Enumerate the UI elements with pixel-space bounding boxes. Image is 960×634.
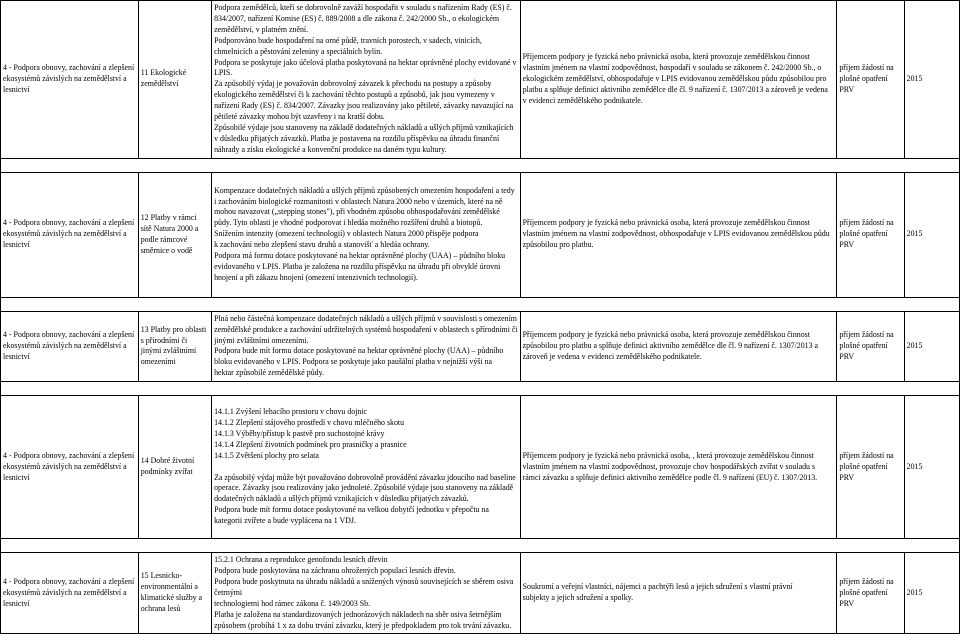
program-cell: 4 - Podpora obnovy, zachování a zlepšení ekosystémů závislých na zemědělství a lesnictví: [1, 396, 139, 539]
beneficiary-line: platbu a splňuje definici aktivního zemědělce dle čl. 9 nařízení č. 1307/2013 a zároveň je vedena: [522, 84, 828, 94]
description-line: zemědělství, v platném znění.: [214, 24, 309, 34]
description-line: způsobem (probíhá 1 x za dobu trvání závazku, který je předpokladem pro tok trvání závazku.: [214, 620, 512, 630]
beneficiary-line: subjekty a jejich sdružení a spolky.: [522, 593, 634, 603]
beneficiary-cell: [520, 1, 837, 159]
description-line: Kompenzace dodatečných nákladů a ušlých příjmů způsobených omezením hospodaření a tedy: [214, 185, 515, 195]
description-line: Podporováno bude hospodaření na orné půdě, travních porostech, v sadech, vinicích,: [214, 35, 482, 45]
description-line: hektar způsobilé zemědělské půdy.: [214, 368, 324, 378]
description-line: 14.1.3 Výběhy/přístup k pastvě pro suchostojné krávy: [214, 428, 385, 438]
form-cell: příjem žádostí na plošné opatření PRV: [837, 1, 904, 159]
description-line: zemědělské produkce a zachování udržitelných systémů hospodaření v oblastech s přírodními či: [214, 324, 518, 334]
form-cell: příjem žádostí na plošné opatření PRV: [837, 396, 904, 539]
beneficiary-line: Příjemcem podpory je fyzická nebo právnická osoba, která provozuje zemědělskou činnost: [522, 218, 810, 228]
description-line: v důsledku přijatých závazků. Platba je postavena na rozdílu příspěvku na úhradu finanční: [214, 133, 500, 143]
program-cell: 4 - Podpora obnovy, zachování a zlepšení ekosystémů závislých na zemědělství a lesnictví: [1, 311, 139, 381]
description-line: [214, 462, 518, 473]
measure-cell: 15 Lesnicko-environmentální a klimatické služby a ochrana lesů: [138, 553, 211, 634]
beneficiary-cell: [520, 553, 837, 634]
description-line: Snížením intenzity (omezení technologií) v oblastech Natura 2000 přispěje podpora: [214, 229, 479, 239]
description-line: pětileté závazky mohou být uzavřeny i na kratší dobu.: [214, 112, 385, 122]
beneficiary-line: Soukromí a veřejní vlastníci, nájemci a pachtýři lesů a jejich sdružení s vlastní právní: [522, 582, 793, 592]
description-line: chmelnicích a pěstování zeleniny a speciálních bylin.: [214, 46, 383, 56]
description-line: 14.1.4 Zlepšení životních podmínek pro prasničky a prasnice: [214, 439, 407, 449]
description-line: Za způsobilý výdaj je považován dobrovolný závazek k přechodu na postupy a způsoby: [214, 79, 492, 89]
description-line: jinými zvláštními omezeními.: [214, 335, 309, 345]
description-line: 14.1.2 Zlepšení stájového prostředí v chovu mléčného skotu: [214, 418, 405, 428]
table-row: [1, 553, 960, 634]
description-line: dodatečných nákladů a ušlých příjmů vznikajících v důsledku přijatých závazků.: [214, 494, 469, 504]
year-cell: 2015: [904, 396, 959, 539]
description-line: LPIS.: [214, 68, 233, 78]
description-line: operace. Závazky jsou realizovány jako jednoleté. Způsobilé výdaje jsou stanoveny na základě: [214, 483, 514, 493]
form-cell: příjem žádostí na plošné opatření PRV: [837, 172, 904, 297]
beneficiary-line: vlastním jménem na vlastní zodpovědnost, provozuje chov hospodářských zvířat v souladu s: [522, 461, 816, 471]
description-line: i zachováním biologické rozmanitosti v oblastech Natura 2000 nebo v územích, které na ně: [214, 196, 503, 206]
description-line: Podpora zemědělců, kteří se dobrovolně zaváží hospodařit v souladu s nařízením Rady (ES) č.: [214, 3, 512, 12]
description-line: Podpora má formu dotace poskytované na hektar oprávněné plochy (UAA) – půdního bloku: [214, 251, 506, 261]
beneficiary-line: Příjemcem podpory je fyzická nebo právnická osoba, , která provozuje zemědělskou činnost: [522, 450, 814, 460]
year-cell: 2015: [904, 553, 959, 634]
description-line: kategorii zvířete a bude vyplácena na 1 VDJ.: [214, 516, 356, 526]
description-line: Plná nebo částečná kompenzace dodatečných nákladů a ušlých příjmů v souvislosti s omezením: [214, 313, 517, 323]
form-cell: příjem žádostí na plošné opatření PRV: [837, 311, 904, 381]
description-line: hnojení a při zákazu hnojení (omezení intenzivních technologií).: [214, 272, 418, 282]
table-row: [1, 396, 960, 539]
description-line: mohou navazovat („stepping stones"), při vhodném způsobu obhospodařování zemědělské: [214, 207, 500, 217]
description-line: půdy. Tyto oblasti je vhodné podporovat i hledáa možného rozšíření druhů a biotopů.: [214, 218, 483, 228]
year-cell: 2015: [904, 1, 959, 159]
description-cell: [212, 311, 521, 381]
description-cell: [212, 172, 521, 297]
description-line: Způsobilé výdaje jsou stanoveny na základě dodatečných nákladů a ušlých příjmů vznikajících: [214, 122, 514, 132]
measure-cell: 11 Ekologické zemědělství: [138, 1, 211, 159]
description-line: 834/2007, nařízení Komise (ES) č. 889/2008 a dle zákona č. 242/2000 Sb., o ekologickém: [214, 13, 499, 23]
description-line: Podpora bude mít formu dotace poskytované na velkou dobytčí jednotku v přepočtu na: [214, 505, 489, 515]
beneficiary-cell: [520, 172, 837, 297]
beneficiary-line: Příjemcem podpory je fyzická nebo právnická osoba, která provozuje zemědělskou činnost: [522, 330, 810, 340]
measure-cell: 13 Platby pro oblasti s přírodními či jinými zvláštními omezeními: [138, 311, 211, 381]
description-line: Podpora se poskytuje jako účelová platba poskytovaná na hektar oprávněné plochy evidované v: [214, 57, 517, 67]
description-line: evidovaného v LPIS. Platba je založena na rozdílu příspěvku na úhradu při obvyklé úrovni: [214, 261, 501, 271]
description-line: 14.1.5 Zvětšení plochy pro selata: [214, 450, 319, 460]
description-line: Podpora bude poskytnuta na úhradu nákladů a snížených výnosů souvisejících se sběrem osiva četrnými: [214, 576, 514, 597]
description-line: Podpora bude poskytována na záchranu ohrožených populací lesních dřevin.: [214, 566, 456, 576]
beneficiary-cell: [520, 396, 837, 539]
program-cell: 4 - Podpora obnovy, zachování a zlepšení ekosystémů závislých na zemědělství a lesnictví: [1, 172, 139, 297]
year-cell: 2015: [904, 172, 959, 297]
program-cell: 4 - Podpora obnovy, zachování a zlepšení ekosystémů závislých na zemědělství a lesnictví: [1, 553, 139, 634]
description-cell: [212, 553, 521, 634]
description-line: ekologického zemědělství či k zachování těchto postupů a způsobů, jak jsou vymezeny v: [214, 90, 495, 100]
description-line: Za způsobilý výdaj může být považováno dobrovolně provádění závazku jdoucího nad baseline: [214, 472, 516, 482]
beneficiary-line: Příjemcem podpory je fyzická nebo právnická osoba, která provozuje zemědělskou činnost: [522, 52, 810, 62]
form-cell: příjem žádostí na plošné opatření PRV: [837, 553, 904, 634]
beneficiary-line: zároveň je vedena v evidenci zemědělského podnikatele.: [522, 351, 702, 361]
beneficiary-line: rámci závazku a splňuje definici aktivního zemědělce podle čl. 9 nařízení (EU) č. 1307/2013.: [522, 472, 818, 482]
description-line: náhrady a zisku ekologické a konvenční produkce na daném typu kultury.: [214, 144, 447, 154]
table-row: [1, 311, 960, 381]
beneficiary-line: vlastním jménem na vlastní zodpovědnost, obhospodařuje v LPIS evidovanou zemědělskou půdu: [522, 229, 830, 239]
beneficiary-line: způsobilou pro platbu a splňuje definici aktivního zemědělce dle čl. 9 nařízení č. 1307/2013 a: [522, 340, 819, 350]
beneficiary-line: ekologickém zemědělství, obhospodařuje v LPIS evidovanou zemědělskou půdu způsobilou pro: [522, 73, 827, 83]
description-line: technologiemi hod rámec zákona č. 149/2003 Sb.: [214, 598, 371, 608]
measure-cell: 12 Platby v rámci sítě Natura 2000 a podle rámcové směrnice o vodě: [138, 172, 211, 297]
year-cell: 2015: [904, 311, 959, 381]
table-row: [1, 172, 960, 297]
description-line: bloku evidovaného v LPIS. Podpora se poskytuje jako paušální platba v nejnižší výši na: [214, 357, 492, 367]
beneficiary-line: vlastním jménem na vlastní zodpovědnost, hospodaří v souladu se zákonem č. 242/2000 Sb., o: [522, 62, 822, 72]
program-cell: 4 - Podpora obnovy, zachování a zlepšení ekosystémů závislých na zemědělství a lesnictví: [1, 1, 139, 159]
measure-cell: 14 Dobré životní podmínky zvířat: [138, 396, 211, 539]
description-line: Platba je založena na standardizovaných jednorázových nákladech na sběr osiva šetrnějším: [214, 609, 502, 619]
table-row: [1, 1, 960, 159]
description-line: 15.2.1 Ochrana a reprodukce genofondu lesních dřevin: [214, 555, 388, 565]
beneficiary-cell: [520, 311, 837, 381]
description-line: nařízení Rady (ES) č. 834/2007. Závazky jsou realizovány jako pětileté, závazky navazující na: [214, 101, 514, 111]
description-line: 14.1.1 Zvýšení lehacího prostoru v chovu dojnic: [214, 407, 368, 417]
beneficiary-line: v evidenci zemědělského podnikatele.: [522, 95, 643, 105]
description-cell: [212, 396, 521, 539]
description-line: Podpora bude mít formu dotace poskytované na hektar oprávněné plochy (UAA) – půdního: [214, 346, 504, 356]
description-line: k zachování nebo zlepšení stavu druhů a stanovišť a hledáa ochrany.: [214, 240, 430, 250]
beneficiary-line: způsobilou pro platbu.: [522, 240, 594, 250]
description-cell: [212, 1, 521, 159]
